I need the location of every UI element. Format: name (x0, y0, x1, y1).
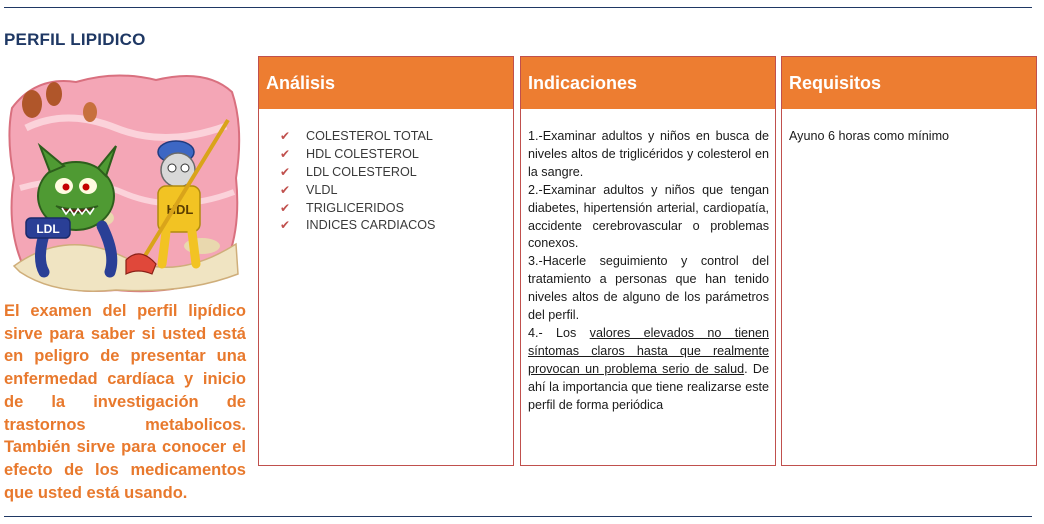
analysis-item-label: VLDL (306, 182, 338, 197)
checkmark-icon: ✔ (280, 218, 291, 233)
analysis-header: Análisis (259, 57, 513, 109)
indications-header: Indicaciones (521, 57, 775, 109)
list-item (280, 128, 507, 146)
cholesterol-cartoon-illustration (6, 68, 244, 296)
list-item (280, 217, 507, 235)
analysis-item-label: INDICES CARDIACOS (306, 218, 436, 233)
indication-2: 2.-Examinar adultos y niños que tengan diabetes, hipertensión arterial, cardiopatía, accidente cerebrovascular o problemas conexos. (528, 182, 769, 251)
analysis-item-label: COLESTEROL TOTAL (306, 129, 433, 143)
indication-4-suffix: . De ahí la importancia que tiene realizarse este perfil de forma periódica (528, 361, 769, 412)
requirements-header: Requisitos (782, 57, 1036, 109)
analysis-panel (258, 56, 514, 466)
checkmark-icon: ✔ (280, 146, 291, 161)
list-item (280, 182, 507, 200)
analysis-item-label: LDL COLESTEROL (306, 164, 417, 179)
checkmark-icon: ✔ (280, 164, 291, 179)
requirements-text: Ayuno 6 horas como mínimo (789, 129, 950, 143)
list-item (280, 200, 507, 218)
top-rule (4, 7, 1032, 8)
analysis-list (266, 128, 507, 235)
page-title: PERFIL LIPIDICO (4, 30, 146, 49)
indication-4-prefix: 4.- Los (528, 325, 590, 340)
analysis-item-label: TRIGLICERIDOS (306, 200, 404, 215)
checkmark-icon: ✔ (280, 200, 291, 215)
ldl-badge-label: LDL (36, 222, 60, 236)
indications-panel (520, 56, 776, 466)
requirements-panel (781, 56, 1037, 466)
indication-1: 1.-Examinar adultos y niños en busca de niveles altos de triglicéridos y colesterol en la sangre. (528, 129, 769, 179)
list-item (280, 146, 507, 164)
checkmark-icon: ✔ (280, 182, 291, 197)
bottom-rule (4, 516, 1032, 517)
hdl-badge-label: HDL (166, 202, 194, 217)
description-text: El examen del perfil lipídico sirve para saber si usted está en peligro de presentar una enfermedad cardíaca y inicio de la investigación de trastornos metabolicos. También sirve para conocer el efecto de los medicamentos que usted está usando. (4, 302, 246, 502)
checkmark-icon: ✔ (280, 129, 291, 143)
list-item (280, 164, 507, 182)
analysis-item-label: HDL COLESTEROL (306, 146, 419, 161)
indication-3: 3.-Hacerle seguimiento y control del tratamiento a personas que han tenido niveles altos de alguno de los parámetros del perfil. (528, 254, 769, 323)
indication-4 (528, 325, 769, 415)
indication-4-underlined: valores elevados no tienen síntomas claros hasta que realmente provocan un problema serio de salud (528, 325, 770, 376)
